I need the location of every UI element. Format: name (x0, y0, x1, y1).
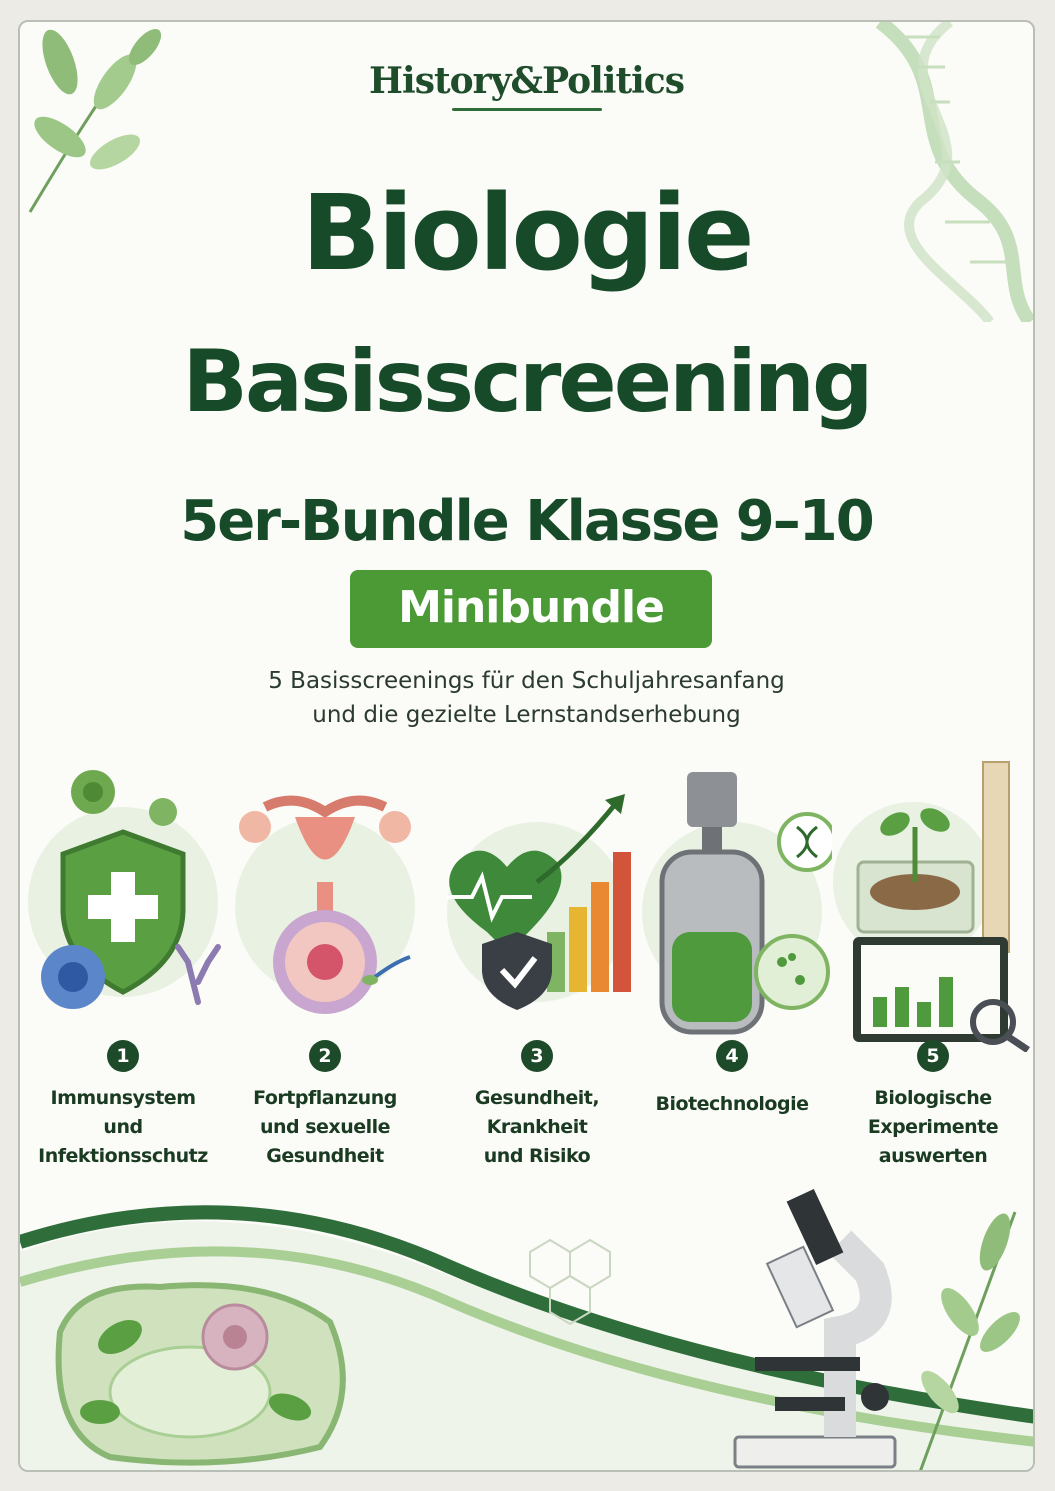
topic-number: 3 (521, 1040, 553, 1072)
topic-label: Gesundheit, Krankheit und Risiko (474, 1087, 600, 1167)
title-main: Biologie (301, 172, 752, 294)
cover-page (18, 20, 1035, 1472)
topic-3 (437, 732, 637, 1172)
topic-4 (632, 732, 832, 1172)
topic-label: Fortpflanzung und sexuelle Gesundheit (253, 1087, 397, 1167)
microscope-icon (720, 1182, 920, 1472)
subtitle (20, 664, 1033, 732)
topic-label: Immunsystem und Infektionsschutz (38, 1087, 208, 1167)
topic-label: Biotechnologie (655, 1093, 809, 1115)
bioreactor-icon (632, 732, 832, 1052)
subtitle-line-1: 5 Basisscreenings für den Schuljahresanfang (268, 668, 785, 694)
topic-2 (225, 732, 425, 1172)
subtitle-line-2: und die gezielte Lernstandserhebung (312, 702, 741, 728)
topic-label: Biologische Experimente auswerten (867, 1087, 999, 1167)
title-secondary: Basisscreening (182, 332, 871, 432)
topics-row (20, 732, 1033, 1172)
topic-number: 1 (107, 1040, 139, 1072)
leaf-sprig-icon (900, 1202, 1030, 1472)
shield-virus-icon (23, 732, 223, 1052)
brand-underline (452, 108, 602, 111)
topic-number: 2 (309, 1040, 341, 1072)
title-bundle: 5er-Bundle Klasse 9–10 (180, 489, 873, 554)
reproduction-icon (225, 732, 425, 1052)
topic-number: 5 (917, 1040, 949, 1072)
plant-cell-icon (40, 1272, 370, 1472)
brand-name: History&Politics (369, 60, 684, 102)
minibundle-badge: Minibundle (350, 570, 712, 648)
brand-logo (20, 60, 1033, 111)
experiment-plant-icon (833, 732, 1033, 1052)
topic-5 (833, 732, 1033, 1172)
health-chart-icon (437, 732, 637, 1052)
topic-number: 4 (716, 1040, 748, 1072)
topic-1 (23, 732, 223, 1172)
